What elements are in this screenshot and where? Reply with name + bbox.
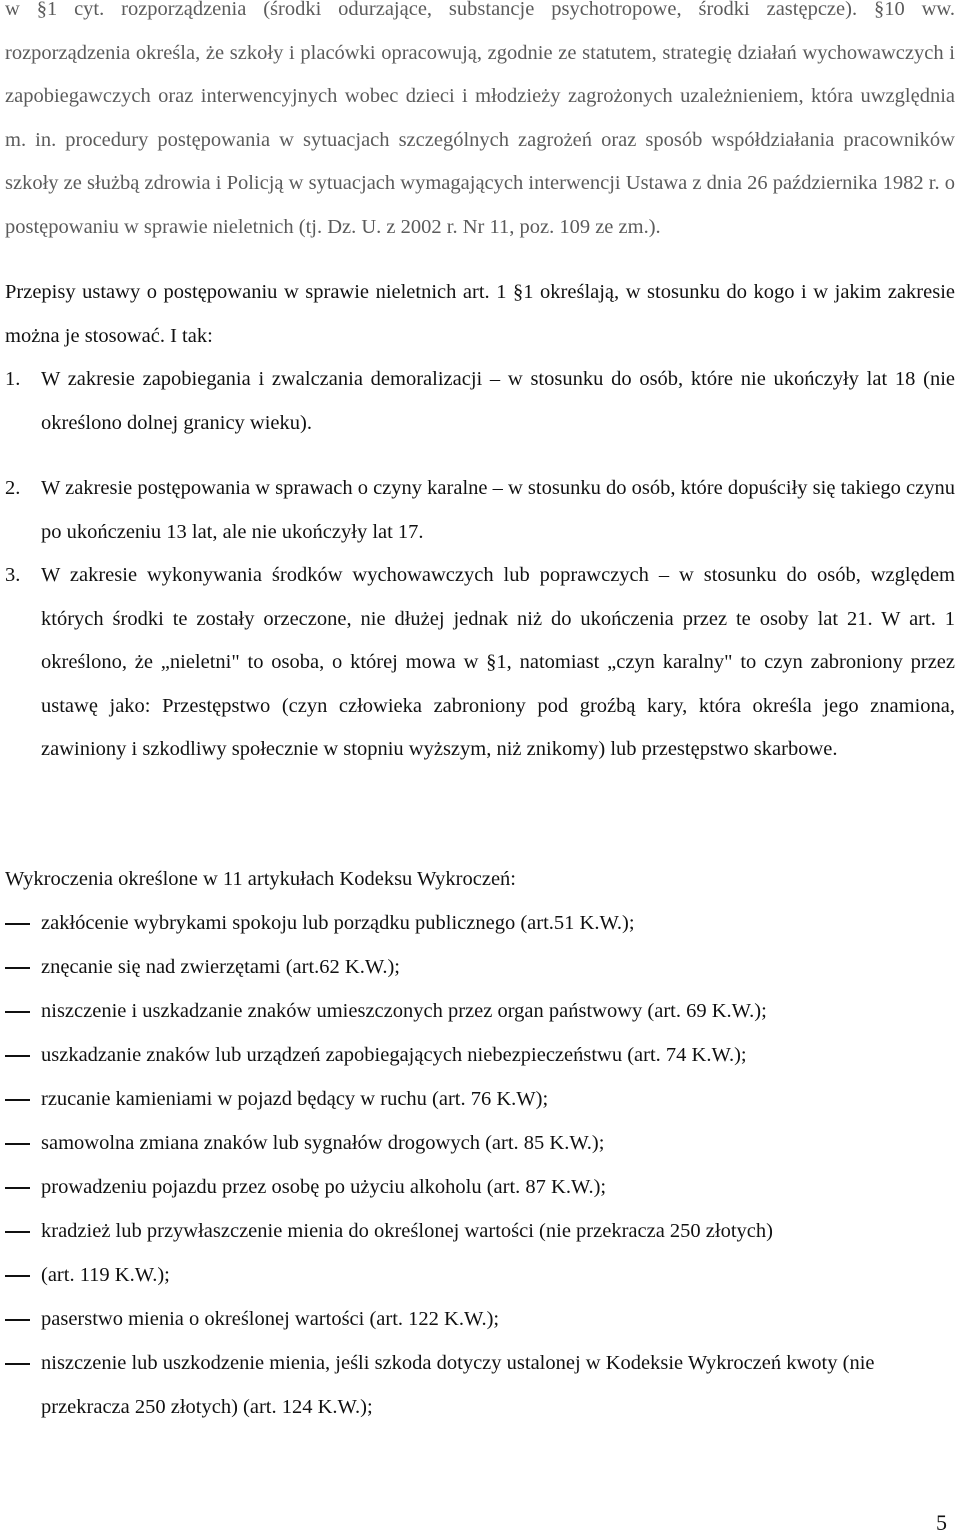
offences-intro: Wykroczenia określone w 11 artykułach Kodeksu Wykroczeń: [5, 868, 516, 890]
paragraph-scope: Przepisy ustawy o postępowaniu w sprawie nieletnich art. 1 §1 określają, w stosunku do kogo i w jakim zakresie można je stosować. I tak: [5, 281, 955, 347]
offence-item: rzucanie kamieniami w pojazd będący w ruchu (art. 76 K.W); [5, 1078, 955, 1122]
dash-bullet-icon [5, 967, 30, 969]
dash-bullet-icon [5, 1099, 30, 1101]
dash-bullet-icon [5, 1055, 30, 1057]
item-number: 1. [5, 368, 21, 390]
dash-bullet-icon [5, 1187, 30, 1189]
offence-item: zakłócenie wybrykami spokoju lub porządku publicznego (art.51 K.W.); [5, 902, 955, 946]
page-number: 5 [936, 1510, 947, 1535]
item-number: 2. [5, 477, 21, 499]
numbered-item-1 [5, 358, 955, 445]
dash-bullet-icon [5, 1011, 30, 1013]
item-text: W zakresie zapobiegania i zwalczania demoralizacji – w stosunku do osób, które nie ukończyły lat 18 (nie określono dolnej granicy wieku). [41, 368, 955, 434]
offence-item: niszczenie i uszkadzanie znaków umieszczonych przez organ państwowy (art. 69 K.W.); [5, 990, 955, 1034]
dash-bullet-icon [5, 1231, 30, 1233]
offence-item: samowolna zmiana znaków lub sygnałów drogowych (art. 85 K.W.); [5, 1122, 955, 1166]
dash-bullet-icon [5, 1319, 30, 1321]
offence-item: prowadzeniu pojazdu przez osobę po użyciu alkoholu (art. 87 K.W.); [5, 1166, 955, 1210]
dash-bullet-icon [5, 1275, 30, 1277]
paragraph-regulation: w §1 cyt. rozporządzenia (środki odurzające, substancje psychotropowe, środki zastępcze). §10 ww. rozporządzenia określa, że szkoły i placówki opracowują, zgodnie ze statutem, strategię działań wychowawczych i zapobiegawczych oraz interwencyjnych wobec dzieci i młodzieży zagrożonych uzależnieniem, która uwzględnia m. in. procedury postępowania w sytuacjach szczególnych zagrożeń oraz sposób współdziałania pracowników szkoły ze służbą zdrowia i Policją w sytuacjach wymagających interwencji Ustawa z dnia 26 października 1982 r. o postępowaniu w sprawie nieletnich (tj. Dz. U. z 2002 r. Nr 11, poz. 109 ze zm.). [5, 0, 955, 238]
offence-item: uszkadzanie znaków lub urządzeń zapobiegających niebezpieczeństwu (art. 74 K.W.); [5, 1034, 955, 1078]
item-text: W zakresie wykonywania środków wychowawczych lub poprawczych – w stosunku do osób, względem których środki te zostały orzeczone, nie dłużej jednak niż do ukończenia przez te osoby lat 21. W art. 1 określono, że „nieletni" to osoba, o której mowa w §1, natomiast „czyn karalny" to czyn zabroniony przez ustawę jako: Przestępstwo (czyn człowieka zabroniony pod groźbą kary, która określa jego znamiona, zawiniony i szkodliwy społecznie w stopniu wyższym, niż znikomy) lub przestępstwo skarbowe. [41, 564, 955, 760]
dash-bullet-icon [5, 923, 30, 925]
numbered-item-3 [5, 554, 955, 772]
item-text: W zakresie postępowania w sprawach o czyny karalne – w stosunku do osób, które dopuściły się takiego czynu po ukończeniu 13 lat, ale nie ukończyły lat 17. [41, 477, 955, 543]
offence-item: kradzież lub przywłaszczenie mienia do określonej wartości (nie przekracza 250 złotych) [5, 1210, 955, 1254]
dash-bullet-icon [5, 1363, 30, 1365]
item-number: 3. [5, 564, 21, 586]
numbered-item-2 [5, 467, 955, 554]
offence-item: znęcanie się nad zwierzętami (art.62 K.W.); [5, 946, 955, 990]
offence-item: (art. 119 K.W.); [5, 1254, 955, 1298]
offence-item: paserstwo mienia o określonej wartości (art. 122 K.W.); [5, 1298, 955, 1342]
offence-item: niszczenie lub uszkodzenie mienia, jeśli szkoda dotyczy ustalonej w Kodeksie Wykroczeń kwoty (nie przekracza 250 złotych) (art. 124 K.W.); [5, 1342, 955, 1429]
dash-bullet-icon [5, 1143, 30, 1145]
